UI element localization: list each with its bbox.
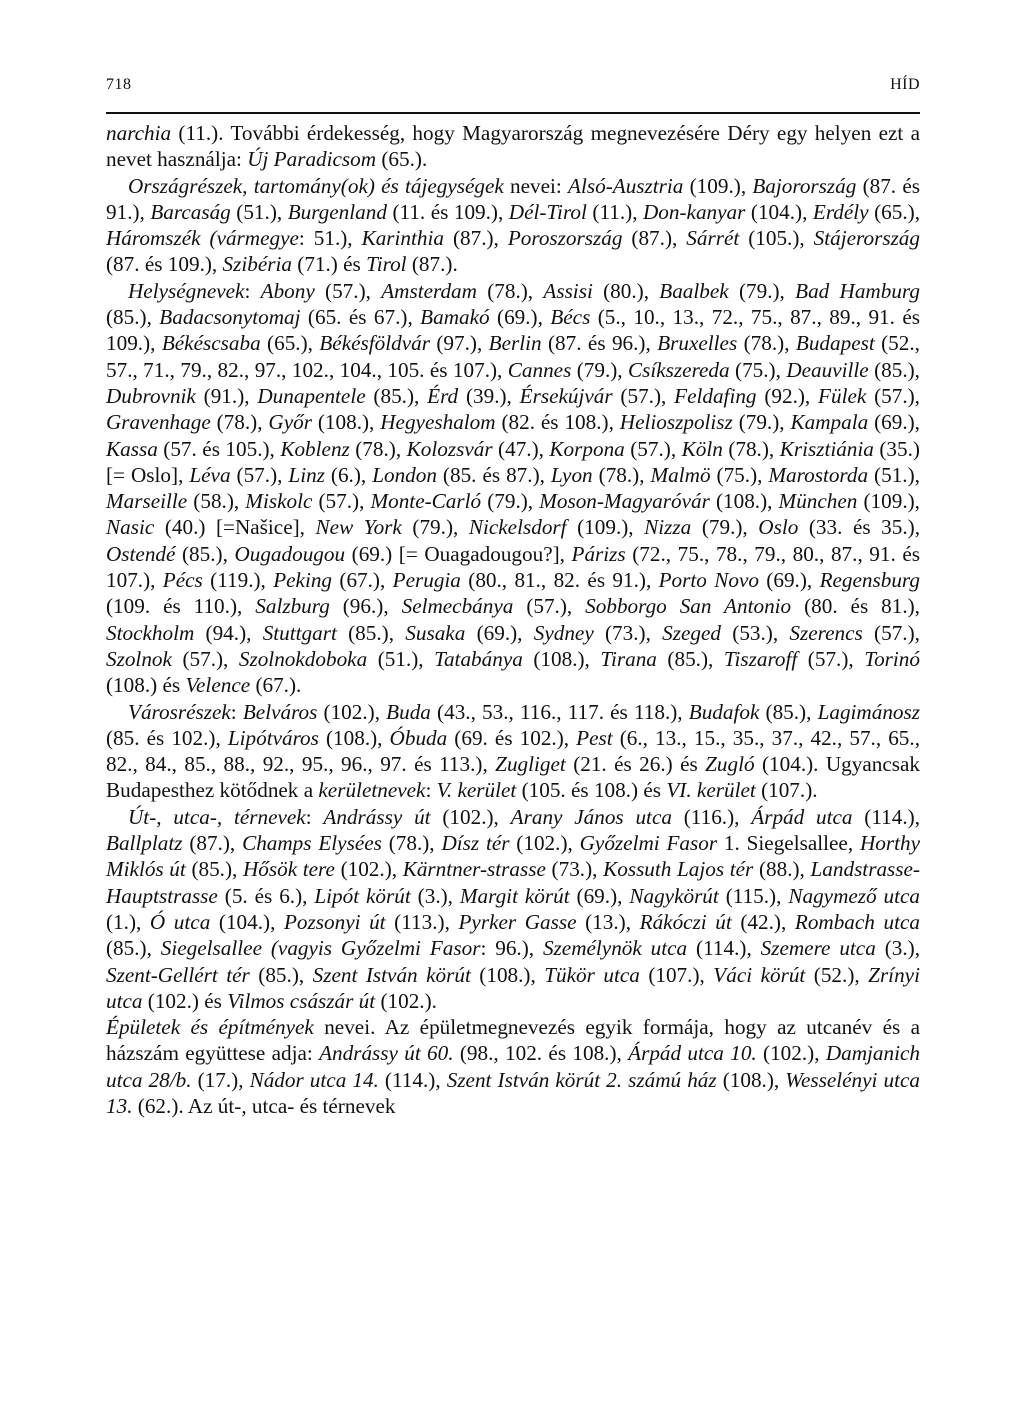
text-run: (98., 102. és 108.), <box>453 1041 629 1066</box>
text-run: : <box>230 699 243 724</box>
italic-term: Dísz tér <box>441 831 510 856</box>
text-run: (87. és 96.), <box>541 331 658 356</box>
text-run: (82. és 108.), <box>495 410 620 435</box>
italic-term: Miskolc <box>245 489 313 514</box>
italic-term: Susaka <box>405 620 466 645</box>
text-run: (65. és 67.), <box>300 305 421 330</box>
text-run: (21. és 26.) és <box>565 752 706 777</box>
italic-term: Landstrasse-Hauptstrasse <box>106 857 920 908</box>
italic-term: Monte-Carló <box>370 489 482 514</box>
italic-term: Árpád utca 10. <box>628 1041 757 1066</box>
italic-term: Champs Elysées <box>242 831 382 856</box>
text-run: : 51.), <box>298 226 362 251</box>
italic-term: London <box>372 462 437 487</box>
text-run: (85.), <box>106 305 160 330</box>
text-run: (51.), <box>367 646 435 671</box>
italic-term: Assisi <box>543 278 593 303</box>
italic-term: Gravenhage <box>106 410 211 435</box>
text-run: (57.), <box>171 646 239 671</box>
text-run: (104.). Ugyancsak Budapesthez kötődnek a <box>106 752 920 803</box>
italic-term: Marseille <box>106 489 188 514</box>
italic-term: Moson-Magyaróvár <box>539 489 710 514</box>
italic-term: Budapest <box>795 331 875 356</box>
italic-term: Malmö <box>650 462 711 487</box>
italic-term: Győr <box>268 410 312 435</box>
italic-term: Andrássy út 60. <box>319 1041 454 1066</box>
text-run: (78.), <box>210 410 269 435</box>
italic-term: Alsó-Ausztria <box>568 173 684 198</box>
text-run: (87.), <box>182 831 243 856</box>
text-run: (108.), <box>709 489 779 514</box>
text-run: (75.), <box>729 357 787 382</box>
italic-term: Tükör utca <box>544 962 640 987</box>
italic-term: Nickelsdorf <box>468 515 567 540</box>
italic-term: Dunapentele <box>257 383 366 408</box>
italic-term: VI. kerület <box>666 778 756 803</box>
text-run: (91.), <box>195 383 258 408</box>
text-run: (42.), <box>731 909 795 934</box>
text-run: (78.), <box>737 331 796 356</box>
text-run: : <box>305 804 324 829</box>
text-run: (65.), <box>260 331 320 356</box>
text-run: (85.), <box>759 699 818 724</box>
text-run: (69.), <box>489 305 551 330</box>
text-run: (40.) [=Našice], <box>154 515 316 540</box>
italic-term: Győzelmi Fasor <box>579 831 718 856</box>
page-number: 718 <box>106 76 132 93</box>
text-run: (43., 53., 116., 117. és 118.), <box>430 699 689 724</box>
italic-term: Szent István körút <box>312 962 471 987</box>
text-run: (119.), <box>202 568 274 593</box>
text-run: (11. és 109.), <box>386 199 509 224</box>
text-run: (85. és 102.), <box>106 725 228 750</box>
italic-term: Burgenland <box>287 199 387 224</box>
italic-term: Rombach utca <box>794 909 920 934</box>
text-run: (57.), <box>513 594 586 619</box>
text-run: : <box>425 778 437 803</box>
italic-term: kerületnevek <box>318 778 426 803</box>
italic-term: Krisztiánia <box>779 436 874 461</box>
text-run: (109.), <box>566 515 645 540</box>
italic-term: Baalbek <box>659 278 729 303</box>
italic-term: Ballplatz <box>106 831 183 856</box>
italic-term: Szent István körút 2. számú ház <box>446 1067 717 1092</box>
text-run: (5., 10., 13., 72., 75., 87., 89., 91. és 109.), <box>106 305 920 356</box>
text-run: (73.), <box>545 857 604 882</box>
text-run: (85.), <box>868 357 920 382</box>
text-run: (87. és 109.), <box>106 252 223 277</box>
text-run: (17.), <box>191 1067 250 1092</box>
text-run: (107.), <box>639 962 714 987</box>
italic-term: Bamakó <box>420 305 490 330</box>
text-run: nevei. Az épületmegnevezés egyik formája, hogy az utcanév és a házszám együttese adja: <box>106 1015 921 1066</box>
italic-term: Buda <box>386 699 431 724</box>
italic-term: Cannes <box>507 357 572 382</box>
italic-term: Békéscsaba <box>161 331 261 356</box>
text-run: (71.) és <box>291 252 367 277</box>
italic-term: Nasic <box>106 515 155 540</box>
text-run: (109.), <box>857 489 920 514</box>
text-run: (114.), <box>687 936 761 961</box>
italic-term: Út-, utca-, térnevek <box>128 804 306 829</box>
text-run: (102.), <box>334 857 403 882</box>
text-run: (114.), <box>852 804 920 829</box>
italic-term: Damjanich utca 28/b. <box>106 1041 920 1092</box>
text-run: (108.), <box>318 725 390 750</box>
italic-term: Berlin <box>488 331 542 356</box>
text-run: (80.), <box>592 278 660 303</box>
text-run: (108.) és <box>106 673 186 698</box>
text-run: (102.), <box>756 1041 826 1066</box>
text-run: (52.), <box>805 962 869 987</box>
italic-term: Szemere utca <box>760 936 876 961</box>
italic-term: Nizza <box>644 515 692 540</box>
italic-term: Perugia <box>392 568 461 593</box>
paragraph <box>106 120 920 173</box>
text-run: (47.), <box>492 436 550 461</box>
italic-term: Karinthia <box>361 226 444 251</box>
text-run: : <box>244 278 261 303</box>
italic-term: Háromszék (vármegye <box>106 226 299 251</box>
running-header <box>106 76 920 94</box>
italic-term: Helioszpolisz <box>619 410 733 435</box>
italic-term: Szeged <box>662 620 721 645</box>
text-run: (87.). <box>406 252 458 277</box>
text-run: (102.), <box>430 804 511 829</box>
text-run: (53.), <box>721 620 790 645</box>
italic-term: Nagykörút <box>629 883 719 908</box>
italic-term: Pécs <box>162 568 203 593</box>
text-run: (78.), <box>349 436 407 461</box>
text-run: (104.), <box>745 199 813 224</box>
italic-term: Selmecbánya <box>401 594 514 619</box>
page <box>106 76 920 1119</box>
text-run: (73.), <box>593 620 663 645</box>
text-run: (85.), <box>175 541 235 566</box>
italic-term: Városrészek <box>128 699 231 724</box>
italic-term: Erdély <box>812 199 869 224</box>
text-run: (80. és 81.), <box>791 594 920 619</box>
text-run: (3.), <box>875 936 920 961</box>
italic-term: Bajorország <box>752 173 857 198</box>
italic-term: Siegelsallee (vagyis Győzelmi Fasor <box>160 936 481 961</box>
text-run: (62.). Az út-, utca- és térnevek <box>132 1093 396 1118</box>
text-run: (102.). <box>375 988 437 1013</box>
italic-term: Ó utca <box>149 909 211 934</box>
text-run: (75.), <box>710 462 769 487</box>
text-run: (11.). További érdekesség, hogy Magyarország megnevezésére Déry egy helyen ezt a nevet használja: <box>106 121 920 172</box>
italic-term: Békésföldvár <box>319 331 430 356</box>
italic-term: Fülek <box>818 383 867 408</box>
text-run: (78.), <box>722 436 780 461</box>
italic-term: Ougadougou <box>234 541 346 566</box>
italic-term: Léva <box>189 462 231 487</box>
italic-term: Zugló <box>705 752 755 777</box>
italic-term: Személynök utca <box>542 936 688 961</box>
text-run: (108.), <box>311 410 381 435</box>
text-run: (87.), <box>444 226 508 251</box>
text-run: (87.), <box>622 226 687 251</box>
italic-term: Margit körút <box>459 883 570 908</box>
italic-term: Poroszország <box>507 226 623 251</box>
text-run: (88.), <box>753 857 811 882</box>
text-run: (69. és 102.), <box>447 725 577 750</box>
text-run: (85.), <box>106 936 161 961</box>
body-text <box>106 120 920 1119</box>
text-run: (69.), <box>758 568 820 593</box>
italic-term: Sárrét <box>686 226 740 251</box>
text-run: (57.), <box>612 383 675 408</box>
text-run: (69.), <box>465 620 534 645</box>
text-run: (80., 81., 82. és 91.), <box>460 568 659 593</box>
italic-term: Stuttgart <box>262 620 337 645</box>
text-run: (97.), <box>429 331 489 356</box>
text-run: (1.), <box>106 909 150 934</box>
text-run: (104.), <box>210 909 284 934</box>
text-run: (107.). <box>755 778 818 803</box>
text-run: (65.). <box>376 147 428 172</box>
italic-term: Velence <box>185 673 251 698</box>
text-run: (57.), <box>624 436 682 461</box>
italic-term: Kärntner-strasse <box>402 857 546 882</box>
paragraph <box>106 804 920 1014</box>
italic-term: Szerencs <box>789 620 863 645</box>
italic-term: Horthy Miklós út <box>106 831 920 882</box>
text-run: (94.), <box>194 620 263 645</box>
italic-term: Országrészek, tartomány(ok) és tájegységek <box>128 173 504 198</box>
italic-term: Csíkszereda <box>628 357 730 382</box>
text-run: nevei: <box>503 173 569 198</box>
italic-term: Tatabánya <box>434 646 523 671</box>
italic-term: Pozsonyi út <box>283 909 386 934</box>
text-run: (6.), <box>324 462 373 487</box>
text-run: (85.), <box>365 383 428 408</box>
italic-term: Lipót körút <box>314 883 411 908</box>
italic-term: Bad Hamburg <box>795 278 920 303</box>
italic-term: Szent-Gellért tér <box>106 962 250 987</box>
italic-term: Regensburg <box>819 568 920 593</box>
italic-term: Óbuda <box>389 725 448 750</box>
text-run: (85. és 87.), <box>436 462 551 487</box>
text-run: (109.), <box>683 173 753 198</box>
text-run: (65.), <box>868 199 920 224</box>
italic-term: Korpona <box>549 436 625 461</box>
italic-term: Bécs <box>550 305 591 330</box>
text-run: (78.), <box>381 831 442 856</box>
text-run: (108.), <box>716 1067 786 1092</box>
italic-term: Szolnok <box>106 646 172 671</box>
journal-title: HÍD <box>890 76 920 93</box>
text-run: (57.), <box>866 383 920 408</box>
italic-term: Váci körút <box>713 962 806 987</box>
text-run: (69.) [= Ouagadougou?], <box>345 541 572 566</box>
italic-term: Abony <box>260 278 315 303</box>
italic-term: Nádor utca 14. <box>249 1067 379 1092</box>
italic-term: Hegyeshalom <box>380 410 496 435</box>
italic-term: Kolozsvár <box>406 436 493 461</box>
italic-term: Wesselényi utca 13. <box>106 1067 920 1118</box>
italic-term: Don-kanyar <box>643 199 746 224</box>
text-run: (114.), <box>378 1067 447 1092</box>
italic-term: Lagimánosz <box>817 699 920 724</box>
text-run: (39.), <box>458 383 520 408</box>
text-run: (5. és 6.), <box>217 883 315 908</box>
text-run: (13.), <box>576 909 640 934</box>
paragraph <box>106 699 920 804</box>
paragraph <box>106 1014 920 1119</box>
text-run: (105. és 108.) és <box>516 778 667 803</box>
text-run: (85.), <box>249 962 313 987</box>
text-run: (72., 75., 78., 79., 80., 87., 91. és 107.), <box>106 541 920 593</box>
italic-term: Épületek és építmények <box>106 1015 314 1040</box>
text-run: (67.), <box>332 568 393 593</box>
italic-term: Salzburg <box>255 594 330 619</box>
text-run: (69.), <box>569 883 630 908</box>
italic-term: Stockholm <box>106 620 195 645</box>
text-run: (35.) [= Oslo], <box>106 436 920 487</box>
text-run: (79.), <box>401 515 469 540</box>
text-run: : 96.), <box>480 936 543 961</box>
text-run: (69.), <box>868 410 920 435</box>
italic-term: Amsterdam <box>381 278 477 303</box>
paragraph <box>106 173 920 278</box>
italic-term: Barcaság <box>150 199 231 224</box>
text-run: (109. és 110.), <box>106 594 256 619</box>
italic-term: Pest <box>576 725 613 750</box>
text-run: (57.), <box>862 620 920 645</box>
italic-term: Peking <box>273 568 333 593</box>
italic-term: Érsekújvár <box>519 383 613 408</box>
text-run: (85.), <box>656 646 724 671</box>
text-run: (57.), <box>312 489 371 514</box>
italic-term: Lipótváros <box>227 725 319 750</box>
text-run: (102.), <box>317 699 387 724</box>
italic-term: München <box>778 489 858 514</box>
italic-term: Hősök tere <box>242 857 335 882</box>
text-run: (108.), <box>522 646 601 671</box>
italic-term: Deauville <box>786 357 869 382</box>
italic-term: Zugliget <box>495 752 566 777</box>
text-run: (33. és 35.), <box>798 515 921 540</box>
italic-term: Kampala <box>790 410 869 435</box>
text-run: (67.). <box>250 673 302 698</box>
italic-term: Lyon <box>550 462 593 487</box>
italic-term: Nagymező utca <box>788 883 921 908</box>
italic-term: Torinó <box>864 646 920 671</box>
italic-term: Szibéria <box>222 252 292 277</box>
italic-term: Feldafing <box>674 383 757 408</box>
text-run: (51.), <box>230 199 288 224</box>
italic-term: Andrássy út <box>323 804 431 829</box>
italic-term: Stájerország <box>813 226 920 251</box>
text-run: 1. Siegelsallee, <box>717 831 860 856</box>
italic-term: Koblenz <box>280 436 350 461</box>
text-run: (6., 13., 15., 35., 37., 42., 57., 65., 82., 84., 85., 88., 92., 95., 96., 97. és 113.), <box>106 725 920 777</box>
italic-term: Érd <box>427 383 459 408</box>
text-run: (115.), <box>718 883 789 908</box>
italic-term: Arany János utca <box>510 804 672 829</box>
italic-term: Szolnokdoboka <box>238 646 368 671</box>
italic-term: Budafok <box>688 699 760 724</box>
text-run: (102.), <box>509 831 580 856</box>
text-run: (52., 57., 71., 79., 82., 97., 102., 104., 105. és 107.), <box>106 331 920 382</box>
italic-term: Porto Novo <box>658 568 759 593</box>
text-run: (3.), <box>410 883 460 908</box>
italic-term: Új Paradicsom <box>247 147 377 172</box>
text-run: (51.), <box>868 462 920 487</box>
italic-term: Köln <box>681 436 723 461</box>
italic-term: Párizs <box>571 541 626 566</box>
text-run: (102.) és <box>142 988 228 1013</box>
text-run: (57.), <box>797 646 865 671</box>
italic-term: Tirana <box>600 646 657 671</box>
text-run: (92.), <box>756 383 819 408</box>
italic-term: Marostorda <box>768 462 869 487</box>
text-run: (96.), <box>329 594 402 619</box>
text-run: (58.), <box>187 489 246 514</box>
text-run: (105.), <box>739 226 814 251</box>
text-run: (85.), <box>336 620 406 645</box>
text-run: (57. és 105.), <box>157 436 281 461</box>
text-run: (79.), <box>571 357 628 382</box>
text-run: (85.), <box>185 857 243 882</box>
text-run: (113.), <box>385 909 459 934</box>
italic-term: Ostendé <box>106 541 176 566</box>
italic-term: Tirol <box>366 252 407 277</box>
italic-term: Dél-Tirol <box>508 199 587 224</box>
text-run: (11.), <box>586 199 643 224</box>
italic-term: Zrínyi utca <box>106 962 920 1013</box>
italic-term: Bruxelles <box>657 331 738 356</box>
italic-term: Linz <box>288 462 325 487</box>
text-run: (79.), <box>481 489 540 514</box>
italic-term: Pyrker Gasse <box>458 909 577 934</box>
italic-term: Dubrovnik <box>106 383 196 408</box>
italic-term: Oslo <box>758 515 799 540</box>
italic-term: Sobborgo San Antonio <box>585 594 792 619</box>
text-run: (79.), <box>691 515 759 540</box>
italic-term: Árpád utca <box>751 804 853 829</box>
text-run: (79.), <box>732 410 791 435</box>
italic-term: Helységnevek <box>128 278 245 303</box>
italic-term: Tiszaroff <box>723 646 798 671</box>
header-rule <box>106 112 920 114</box>
italic-term: Badacsonytomaj <box>159 305 301 330</box>
italic-term: New York <box>315 515 402 540</box>
text-run: (79.), <box>728 278 796 303</box>
italic-term: Rákóczi út <box>639 909 732 934</box>
text-run: (57.), <box>230 462 289 487</box>
italic-term: Vilmos császár út <box>227 988 376 1013</box>
italic-term: Sydney <box>533 620 594 645</box>
italic-term: V. kerület <box>436 778 517 803</box>
italic-term: Belváros <box>242 699 318 724</box>
text-run: (78.), <box>592 462 651 487</box>
italic-term: Kossuth Lajos tér <box>603 857 754 882</box>
italic-term: Kassa <box>106 436 158 461</box>
text-run: (116.), <box>671 804 752 829</box>
text-run: (57.), <box>314 278 382 303</box>
paragraph <box>106 278 920 699</box>
text-run: (87. és 91.), <box>106 173 920 224</box>
italic-term: narchia <box>106 121 172 145</box>
text-run: (78.), <box>476 278 544 303</box>
text-run: (108.), <box>470 962 545 987</box>
